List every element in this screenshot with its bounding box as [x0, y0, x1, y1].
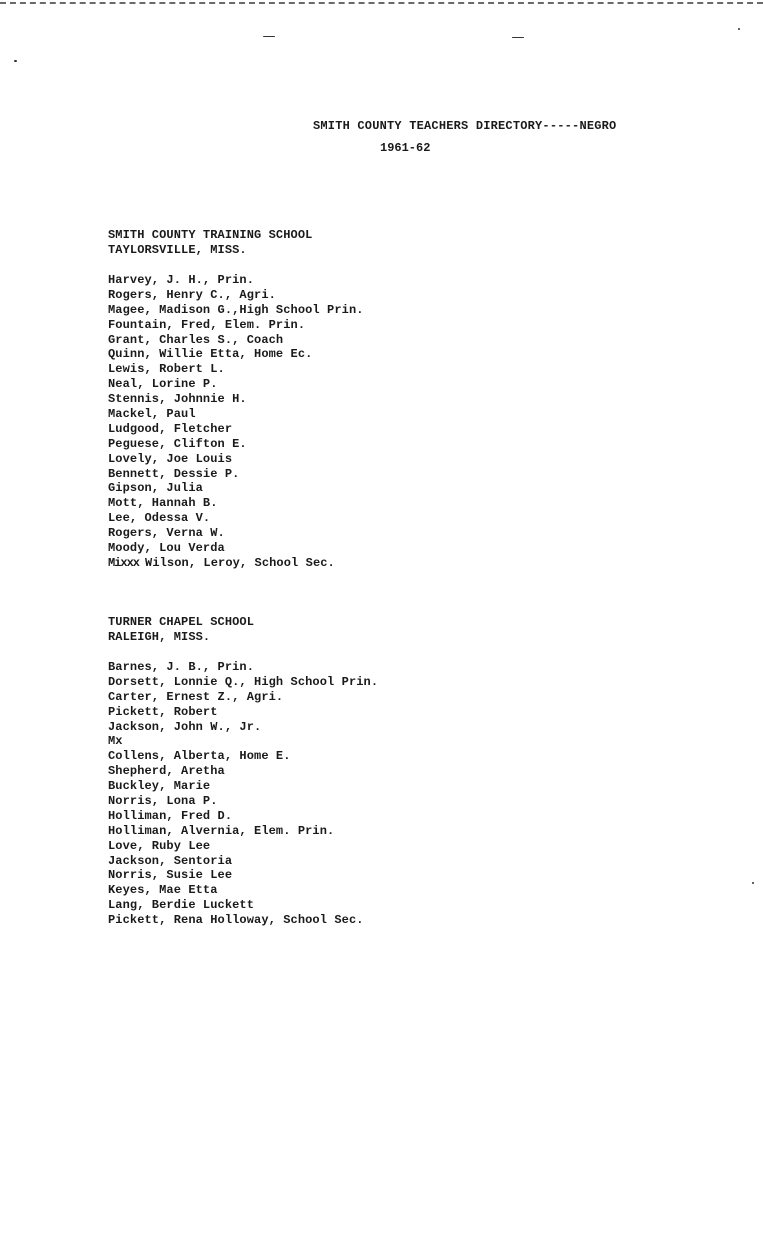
staff-entry: Rogers, Verna W.	[108, 526, 225, 541]
scan-speck	[263, 36, 275, 37]
staff-entry: Shepherd, Aretha	[108, 764, 225, 779]
staff-entry: Stennis, Johnnie H.	[108, 392, 247, 407]
staff-entry-secretary	[108, 556, 364, 571]
staff-entry: Norris, Lona P.	[108, 794, 218, 809]
directory-title: SMITH COUNTY TEACHERS DIRECTORY-----NEGRO	[313, 119, 617, 133]
staff-entry: Bennett, Dessie P.	[108, 466, 240, 481]
staff-entry: Holliman, Fred D.	[108, 808, 233, 823]
staff-entry: Buckley, Marie	[108, 779, 211, 794]
staff-entry: Neal, Lorine P.	[108, 377, 218, 392]
staff-entry: Lang, Berdie Luckett	[108, 898, 255, 913]
staff-entry: Holliman, Alvernia, Elem. Prin.	[108, 823, 335, 838]
scan-speck	[738, 28, 740, 30]
staff-entry: Lee, Odessa V.	[108, 511, 211, 526]
staff-entry: Quinn, Willie Etta, Home Ec.	[108, 347, 313, 362]
staff-list	[108, 660, 378, 928]
staff-entry: Lewis, Robert L.	[108, 362, 225, 377]
struck-out-prefix: Mixxx	[108, 555, 140, 570]
staff-list	[108, 273, 364, 571]
staff-entry: Norris, Susie Lee	[108, 868, 233, 883]
school-location: TAYLORSVILLE, MISS.	[108, 243, 247, 257]
staff-entry: Ludgood, Fletcher	[108, 421, 233, 436]
scan-speck	[14, 60, 17, 62]
directory-year: 1961-62	[380, 141, 431, 155]
staff-entry: Harvey, J. H., Prin.	[108, 273, 255, 287]
staff-entry: Love, Ruby Lee	[108, 838, 211, 853]
school-name: TURNER CHAPEL SCHOOL	[108, 615, 255, 629]
staff-entry: Pickett, Robert	[108, 704, 218, 719]
staff-entry: Moody, Lou Verda	[108, 541, 225, 556]
staff-entry: Mott, Hannah B.	[108, 496, 218, 511]
staff-entry: Magee, Madison G.,High School Prin.	[108, 302, 364, 317]
staff-entry: Jackson, John W., Jr.	[108, 719, 262, 734]
staff-entry: Gipson, Julia	[108, 481, 203, 496]
staff-entry: Fountain, Fred, Elem. Prin.	[108, 317, 306, 332]
staff-entry-text: Wilson, Leroy, School Sec.	[145, 555, 335, 570]
staff-entry: Rogers, Henry C., Agri.	[108, 287, 276, 302]
staff-entry: Mx	[108, 734, 123, 749]
school-section-turner-chapel	[108, 615, 378, 928]
scan-speck	[752, 882, 754, 884]
staff-entry: Mackel, Paul	[108, 407, 196, 422]
school-name: SMITH COUNTY TRAINING SCHOOL	[108, 228, 313, 242]
staff-entry: Dorsett, Lonnie Q., High School Prin.	[108, 674, 379, 689]
staff-entry: Pickett, Rena Holloway, School Sec.	[108, 913, 364, 928]
staff-entry: Lovely, Joe Louis	[108, 451, 233, 466]
school-section-smith-county-training	[108, 228, 364, 571]
staff-entry: Peguese, Clifton E.	[108, 436, 247, 451]
staff-entry: Keyes, Mae Etta	[108, 883, 218, 898]
page-top-edge	[0, 2, 763, 4]
staff-entry: Collens, Alberta, Home E.	[108, 749, 291, 764]
staff-entry: Carter, Ernest Z., Agri.	[108, 689, 284, 704]
staff-entry: Jackson, Sentoria	[108, 853, 233, 868]
staff-entry: Barnes, J. B., Prin.	[108, 660, 255, 674]
school-location: RALEIGH, MISS.	[108, 630, 211, 644]
scan-speck	[512, 37, 524, 38]
staff-entry: Grant, Charles S., Coach	[108, 332, 284, 347]
